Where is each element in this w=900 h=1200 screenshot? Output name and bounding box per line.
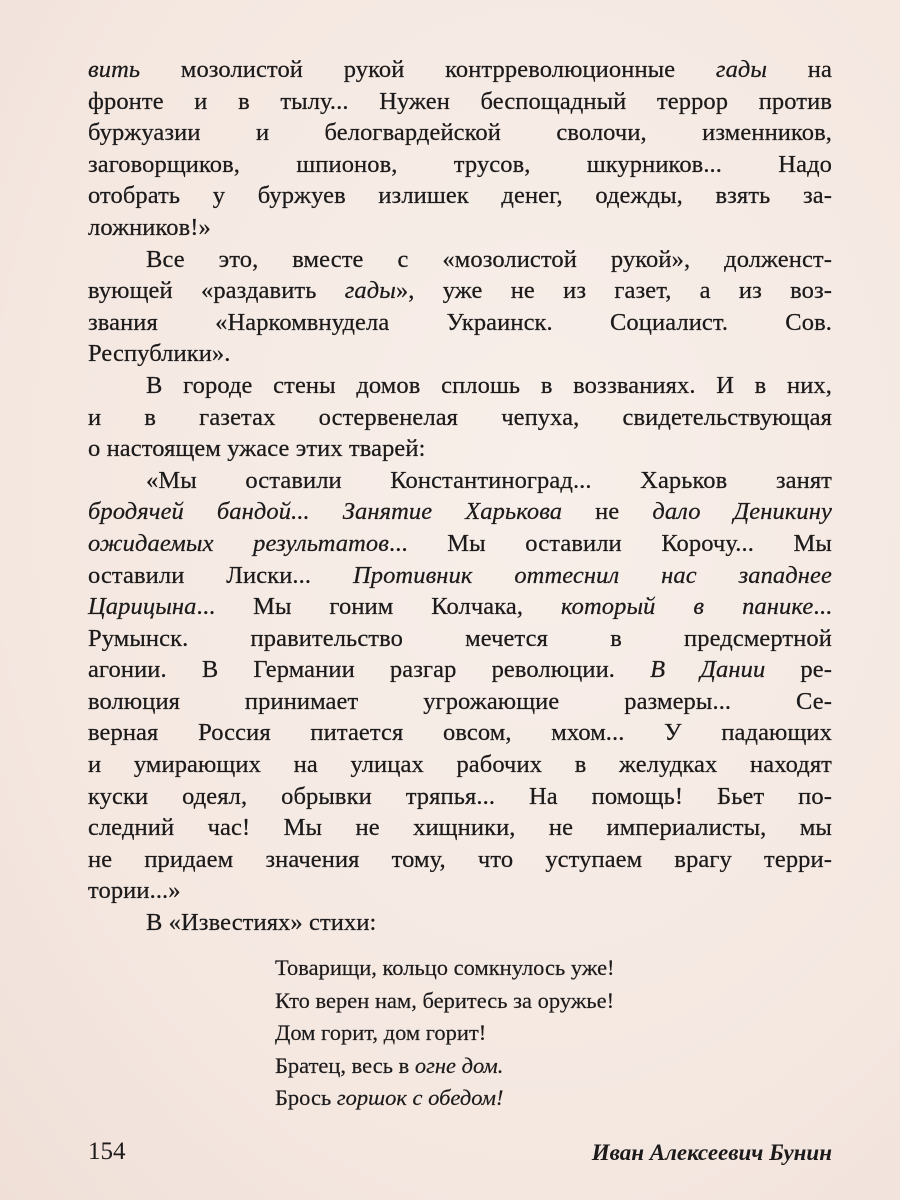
text-segment: следний час! Мы не хищники, не империалисты, мы bbox=[88, 814, 832, 842]
text-line bbox=[88, 86, 832, 118]
text-line bbox=[88, 370, 832, 402]
text-line bbox=[88, 180, 832, 212]
text-line bbox=[88, 465, 832, 497]
text-segment: фронте и в тылу... Нужен беспощадный террор против bbox=[88, 87, 832, 115]
italic-text: гады bbox=[344, 277, 396, 305]
text-segment: отобрать у буржуев излишек денег, одежды, взять за- bbox=[88, 182, 832, 210]
text-line bbox=[88, 907, 832, 939]
text-line bbox=[88, 560, 832, 592]
text-segment: на bbox=[767, 56, 832, 83]
text-segment: не bbox=[562, 498, 653, 526]
text-segment: оставили Лиски... bbox=[88, 561, 353, 589]
text-segment: Братец, весь в bbox=[275, 1052, 415, 1078]
body-text bbox=[88, 54, 832, 939]
text-line bbox=[88, 496, 832, 528]
text-segment: верная Россия питается овсом, мхом... У падающих bbox=[88, 719, 832, 747]
text-segment: Товарищи, кольцо сомкнулось уже! bbox=[275, 955, 615, 980]
text-segment: Республики». bbox=[88, 340, 231, 368]
text-segment: куски одеял, обрывки тряпья... На помощь! Бьет по- bbox=[88, 782, 832, 810]
text-segment: ... Мы оставили Корочу... Мы bbox=[389, 529, 832, 557]
poem-line bbox=[275, 1050, 615, 1083]
text-segment: Брось bbox=[275, 1085, 337, 1110]
text-line bbox=[88, 686, 832, 718]
text-line bbox=[88, 212, 832, 244]
text-segment: буржуазии и белогвардейской сволочи, изменников, bbox=[88, 119, 832, 147]
poem-line bbox=[275, 1082, 615, 1115]
text-segment: В городе стены домов сплошь в воззваниях. И в них, bbox=[146, 371, 832, 399]
poem-line bbox=[275, 952, 615, 985]
text-segment: тории...» bbox=[88, 877, 181, 905]
italic-text: В Дании bbox=[650, 656, 766, 684]
text-line bbox=[88, 149, 832, 181]
text-segment: ... Мы гоним Колчака, bbox=[196, 593, 561, 621]
text-line bbox=[88, 117, 832, 149]
text-line bbox=[88, 812, 832, 844]
text-line bbox=[88, 749, 832, 781]
poem-line bbox=[275, 1017, 615, 1050]
text-segment: и умирающих на улицах рабочих в желудках находят bbox=[88, 751, 832, 779]
text-segment: мозолистой рукой контрреволюционные bbox=[140, 56, 716, 83]
text-line bbox=[88, 54, 832, 86]
text-segment: ложников!» bbox=[88, 213, 211, 241]
text-segment: ре- bbox=[765, 656, 832, 684]
text-line bbox=[88, 528, 832, 560]
text-line bbox=[88, 338, 832, 370]
text-segment: Румынск. правительство мечется в предсмертной bbox=[88, 624, 832, 652]
text-line bbox=[88, 275, 832, 307]
italic-text: бродячей бандой... Занятие Харькова bbox=[88, 498, 563, 526]
poem bbox=[275, 952, 615, 1115]
text-segment: «Мы оставили Константиноград... Харьков занят bbox=[146, 466, 832, 494]
text-segment: агонии. В Германии разгар революции. bbox=[88, 656, 651, 684]
text-segment: Кто верен нам, беритесь за оружье! bbox=[275, 987, 615, 1013]
text-segment: вующей «раздавить bbox=[88, 277, 345, 305]
italic-text: вить bbox=[88, 56, 141, 83]
text-segment: о настоящем ужасе этих тварей: bbox=[88, 435, 426, 463]
poem-line bbox=[275, 985, 615, 1018]
text-segment: В «Известиях» стихи: bbox=[146, 909, 377, 937]
text-line bbox=[88, 402, 832, 434]
italic-text: горшок с обедом! bbox=[336, 1085, 504, 1110]
text-segment: », уже не из газет, а из воз- bbox=[395, 277, 832, 305]
italic-text: дало Деникину bbox=[652, 498, 833, 526]
italic-text: ожидаемых результатов bbox=[88, 529, 390, 557]
text-segment: волюция принимает угрожающие размеры... Се- bbox=[88, 687, 832, 715]
text-line bbox=[88, 654, 832, 686]
italic-text: огне дом. bbox=[414, 1052, 504, 1078]
text-line bbox=[88, 844, 832, 876]
italic-text: Противник оттеснил нас западнее bbox=[352, 561, 832, 589]
text-line bbox=[88, 244, 832, 276]
italic-text: гады bbox=[715, 56, 768, 83]
running-footer-author: Иван Алексеевич Бунин bbox=[591, 1140, 832, 1165]
text-segment: звания «Наркомвнудела Украинск. Социалист. Сов. bbox=[88, 308, 832, 336]
text-segment: ... bbox=[813, 593, 832, 621]
text-line bbox=[88, 623, 832, 655]
text-segment: Все это, вместе с «мозолистой рукой», долженст- bbox=[146, 245, 832, 273]
text-line bbox=[88, 307, 832, 339]
italic-text: который в панике bbox=[561, 593, 814, 621]
text-line bbox=[88, 433, 832, 465]
italic-text: Царицына bbox=[88, 593, 197, 621]
text-segment: заговорщиков, шпионов, трусов, шкурников... Надо bbox=[88, 150, 832, 178]
text-segment: и в газетах остервенелая чепуха, свидетельствующая bbox=[88, 403, 832, 431]
text-line bbox=[88, 781, 832, 813]
text-line bbox=[88, 717, 832, 749]
text-segment: не придаем значения тому, что уступаем врагу терри- bbox=[88, 845, 832, 873]
page-number: 154 bbox=[88, 1138, 126, 1165]
text-line bbox=[88, 591, 832, 623]
text-line bbox=[88, 875, 832, 907]
text-segment: Дом горит, дом горит! bbox=[275, 1020, 487, 1045]
